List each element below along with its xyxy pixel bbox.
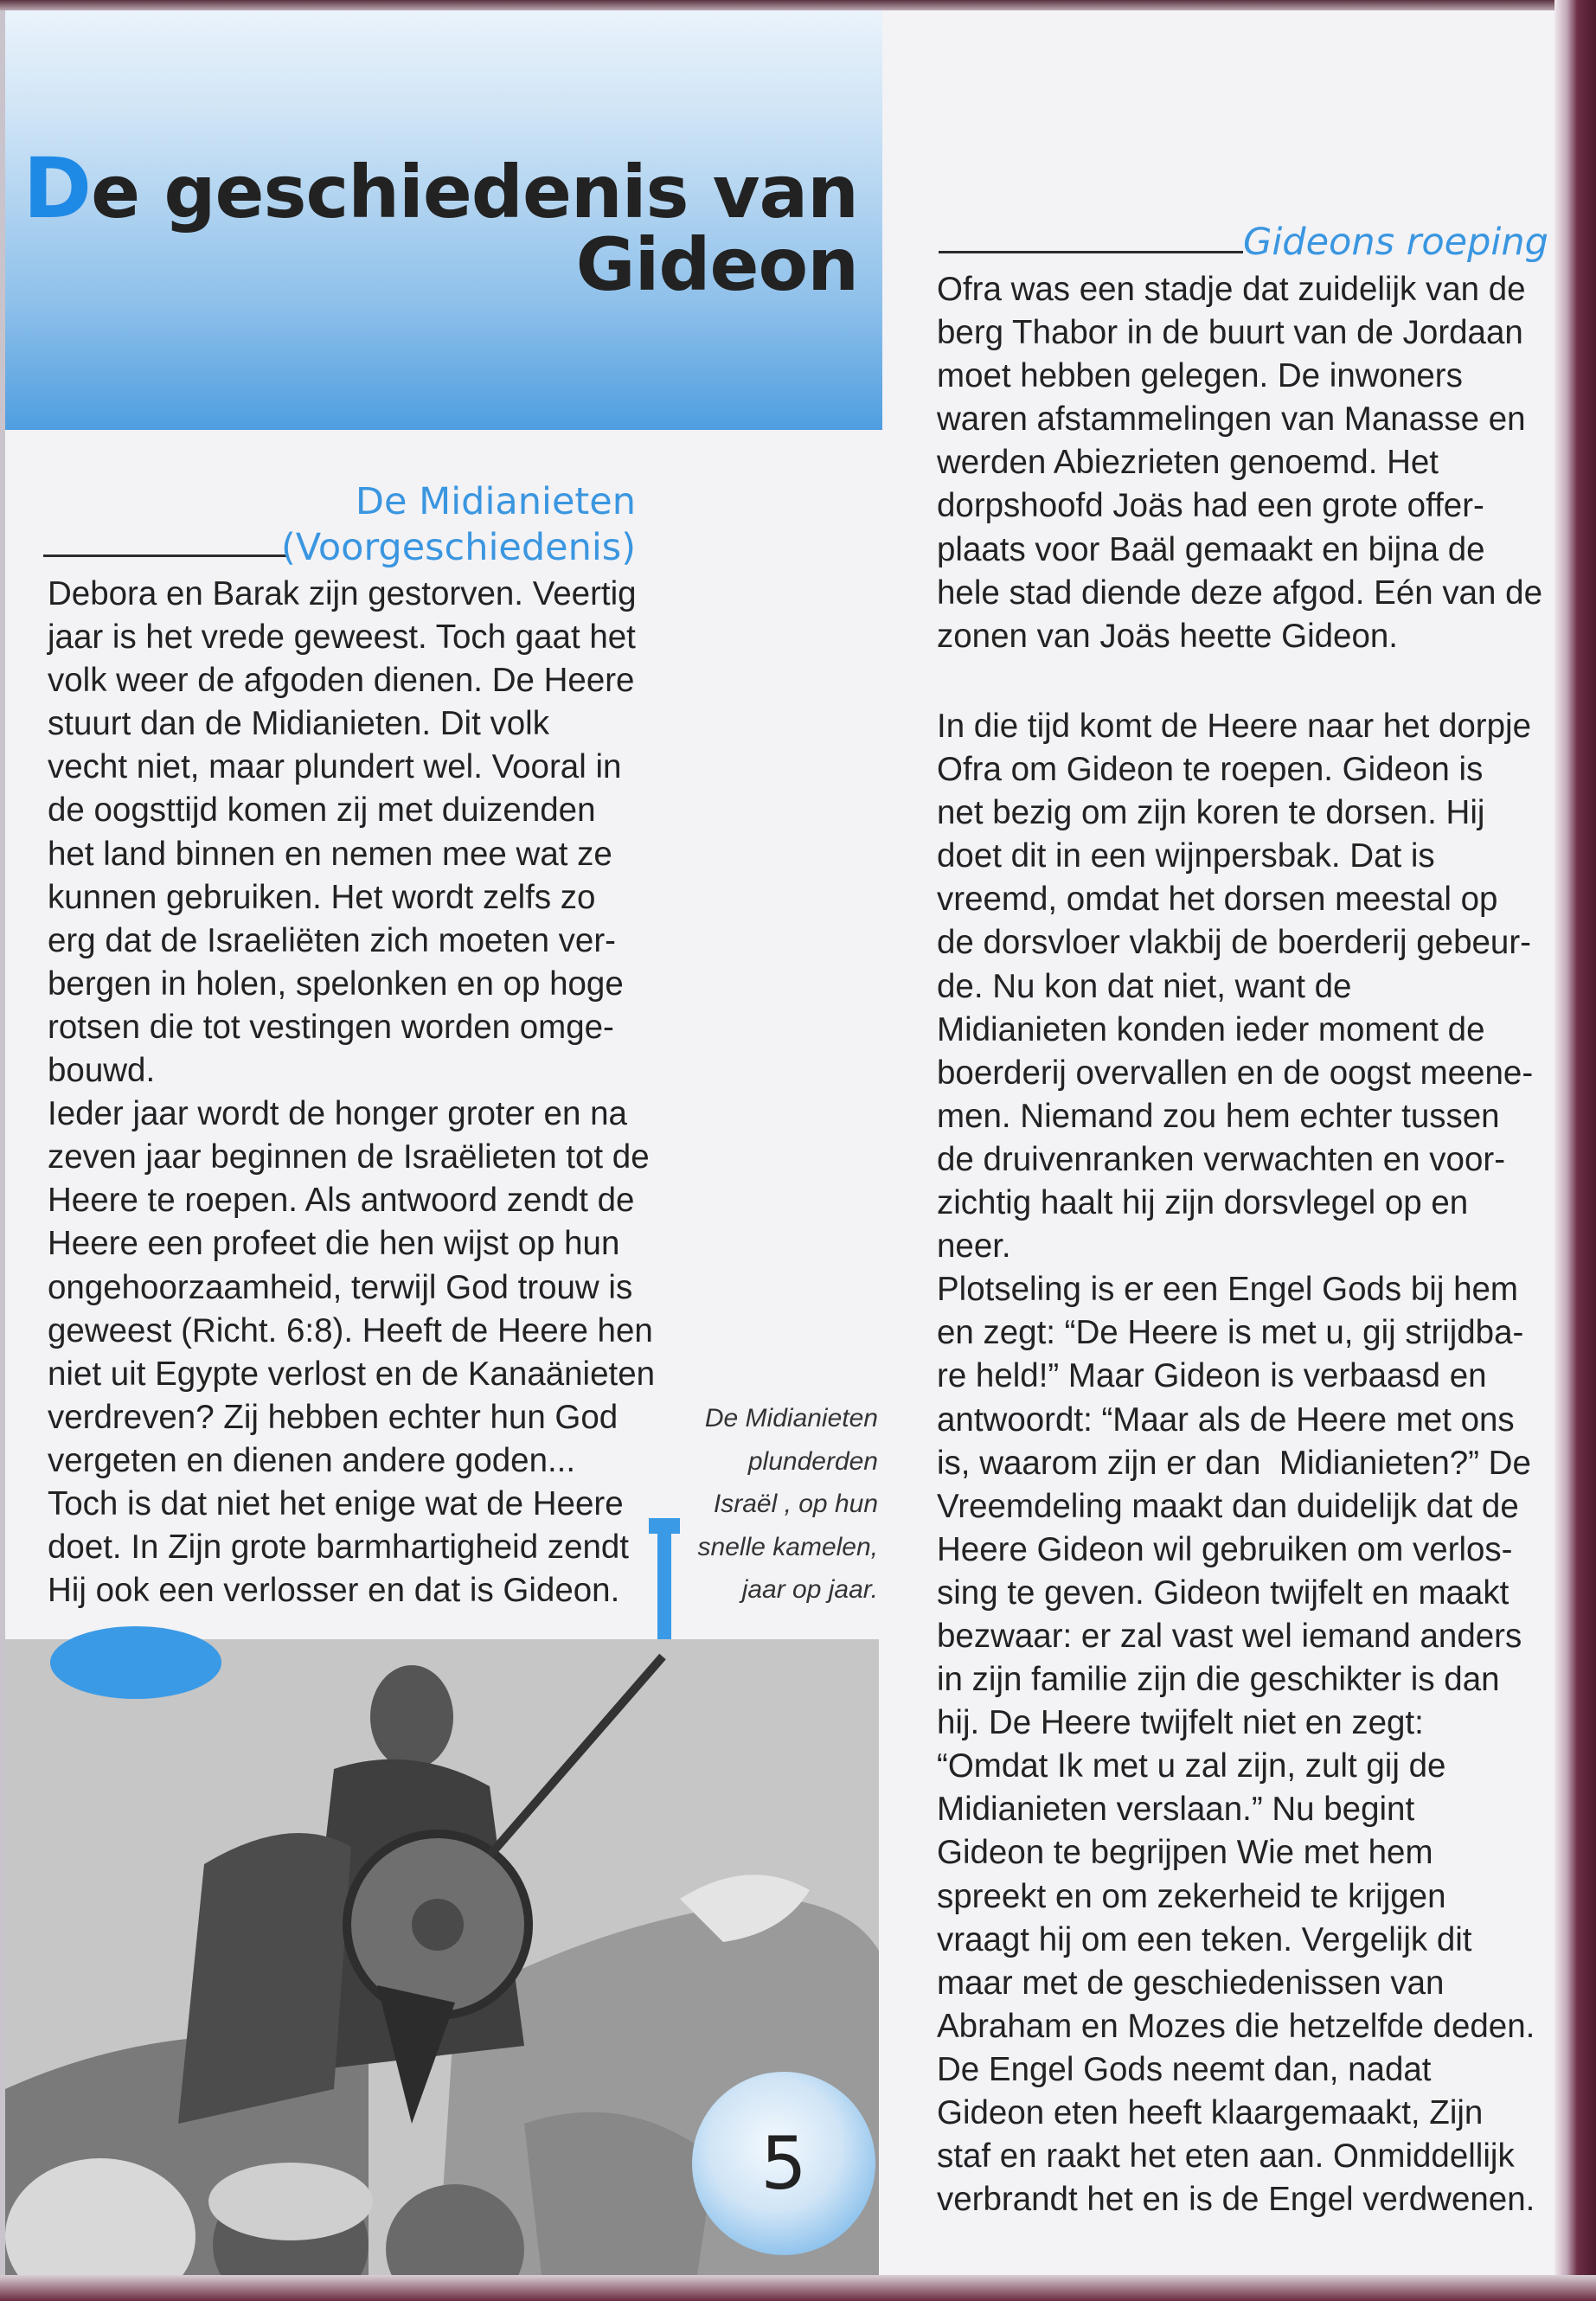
text-line: De Midianieten	[704, 1404, 878, 1433]
text-line: Plotseling is er een Engel Gods bij hem	[937, 1271, 1518, 1309]
title-dropcap: D	[22, 140, 92, 237]
section1-heading-line1: De Midianieten	[355, 480, 636, 523]
section2-paragraph1	[937, 268, 1542, 658]
text-line: de dorsvloer vlakbij de boerderij gebeur-	[937, 924, 1531, 962]
text-line: re held!” Maar Gideon is verbaasd en	[937, 1357, 1487, 1395]
text-line: “Omdat Ik met u zal zijn, zult gij de	[937, 1747, 1446, 1785]
image-caption	[666, 1397, 878, 1612]
text-line: vreemd, omdat het dorsen meestal op	[937, 881, 1498, 919]
text-line: Gideon te begrijpen Wie met hem	[937, 1834, 1433, 1872]
text-line: zonen van Joäs heette Gideon.	[937, 617, 1398, 655]
text-line: ongehoorzaamheid, terwijl God trouw is	[48, 1268, 633, 1306]
text-line: Ieder jaar wordt de honger groter en na	[48, 1095, 627, 1133]
text-line: rotsen die tot vestingen worden omge-	[48, 1008, 614, 1046]
section1-heading-line2: (Voorgeschiedenis)	[281, 526, 636, 569]
text-line: volk weer de afgoden dienen. De Heere	[48, 662, 635, 700]
text-line: verbrandt het en is de Engel verdwenen.	[937, 2181, 1535, 2219]
text-line: het land binnen en nemen mee wat ze	[48, 835, 612, 873]
text-line: sing te geven. Gideon twijfelt en maakt	[937, 1574, 1509, 1612]
text-line: neer.	[937, 1227, 1011, 1266]
title-line1-text: e geschiedenis van	[91, 150, 858, 234]
text-line: niet uit Egypte verlost en de Kanaänieten	[48, 1355, 656, 1393]
text-line: De Engel Gods neemt dan, nadat	[937, 2050, 1432, 2088]
text-line: en zegt: “De Heere is met u, gij strijdba-	[937, 1314, 1524, 1352]
page-number-badge	[692, 2072, 875, 2255]
text-line: Heere te roepen. Als antwoord zendt de	[48, 1182, 635, 1220]
text-line: Midianieten konden ieder moment de	[937, 1010, 1485, 1048]
text-line: Heere een profeet die hen wijst op hun	[48, 1225, 620, 1263]
text-line: net bezig om zijn koren te dorsen. Hij	[937, 794, 1485, 832]
text-line: stuurt dan de Midianieten. Dit volk	[48, 705, 549, 743]
text-line: Ofra om Gideon te roepen. Gideon is	[937, 751, 1484, 789]
page-right-edge	[1554, 0, 1596, 2301]
text-line: snelle kamelen,	[697, 1532, 878, 1561]
text-line: antwoordt: “Maar als de Heere met ons	[937, 1400, 1515, 1439]
text-line: in zijn familie zijn die geschikter is dan	[937, 1661, 1500, 1699]
text-line: jaar op jaar.	[741, 1575, 878, 1604]
text-line: plaats voor Baäl gemaakt en bijna de	[937, 530, 1485, 568]
text-line: Toch is dat niet het enige wat de Heere	[48, 1484, 624, 1522]
text-line: doet dit in een wijnpersbak. Dat is	[937, 837, 1435, 875]
text-line: staf en raakt het eten aan. Onmiddellijk	[937, 2138, 1515, 2176]
page-bottom-edge	[0, 2275, 1596, 2301]
text-line: Debora en Barak zijn gestorven. Veertig	[48, 575, 637, 612]
text-line: boerderij overvallen en de oogst meene-	[937, 1054, 1534, 1092]
text-line: waren afstammelingen van Manasse en	[937, 401, 1526, 439]
text-line: berg Thabor in de buurt van de Jordaan	[937, 314, 1523, 352]
text-line: jaar is het vrede geweest. Toch gaat het	[48, 619, 636, 657]
text-line: hij. De Heere twijfelt niet en zegt:	[937, 1704, 1424, 1742]
text-line: de. Nu kon dat niet, want de	[937, 967, 1352, 1005]
text-line: vergeten en dienen andere goden...	[48, 1441, 576, 1479]
text-line: werden Abiezrieten genoemd. Het	[937, 444, 1439, 482]
text-line: geweest (Richt. 6:8). Heeft de Heere hen	[48, 1311, 653, 1349]
section2-heading-rule	[939, 251, 1243, 253]
text-line: bezwaar: er zal vast wel iemand anders	[937, 1617, 1522, 1655]
text-line: Midianieten verslaan.” Nu begint	[937, 1791, 1415, 1829]
text-line: de oogsttijd komen zij met duizenden	[48, 792, 596, 830]
text-line: plunderden	[747, 1446, 878, 1476]
text-line: moet hebben gelegen. De inwoners	[937, 357, 1463, 395]
text-line: Ofra was een stadje dat zuidelijk van de	[937, 271, 1526, 308]
text-line: Vreemdeling maakt dan duidelijk dat de	[937, 1487, 1519, 1525]
text-line: Gideon eten heeft klaargemaakt, Zijn	[937, 2094, 1484, 2131]
text-line: doet. In Zijn grote barmhartigheid zendt	[48, 1529, 630, 1567]
text-line: zichtig haalt hij zijn dorsvlegel op en	[937, 1184, 1469, 1222]
text-line: is, waarom zijn er dan Midianieten?” De	[937, 1444, 1531, 1482]
section2-paragraph2	[937, 705, 1535, 2221]
text-line: hele stad diende deze afgod. Eén van de	[937, 574, 1542, 612]
text-line: men. Niemand zou hem echter tussen	[937, 1097, 1500, 1135]
text-line: zeven jaar beginnen de Israëlieten tot de	[48, 1138, 650, 1176]
text-line: Israël , op hun	[713, 1490, 878, 1518]
text-line: bouwd.	[48, 1052, 156, 1090]
page-title-line2: Gideon	[575, 222, 858, 307]
text-line: verdreven? Zij hebben echter hun God	[48, 1398, 619, 1436]
text-line: maar met de geschiedenissen van	[937, 1964, 1445, 2002]
section2-heading: Gideons roeping	[1243, 221, 1548, 264]
text-line: kunnen gebruiken. Het wordt zelfs zo	[48, 878, 596, 916]
text-line: vecht niet, maar plundert wel. Vooral in	[48, 748, 622, 786]
decorative-blue-oval	[50, 1626, 221, 1699]
section1-body	[48, 573, 655, 1612]
text-line: bergen in holen, spelonken en op hoge	[48, 965, 624, 1003]
text-line: Hij ook een verlosser en dat is Gideon.	[48, 1572, 620, 1610]
text-line: spreekt en om zekerheid te krijgen	[937, 1877, 1446, 1915]
text-line: dorpshoofd Joäs had een grote offer-	[937, 487, 1484, 525]
text-line: In die tijd komt de Heere naar het dorpje	[937, 708, 1531, 745]
page-top-edge	[0, 0, 1596, 10]
text-line: de druivenranken verwachten en voor-	[937, 1140, 1506, 1178]
text-line: Abraham en Mozes die hetzelfde deden.	[937, 2007, 1535, 2045]
text-line: erg dat de Israeliëten zich moeten ver-	[48, 921, 616, 959]
text-line: vraagt hij om een teken. Vergelijk dit	[937, 1920, 1472, 1958]
text-line: Heere Gideon wil gebruiken om verlos-	[937, 1530, 1513, 1568]
page-number: 5	[760, 2121, 807, 2206]
title-banner	[5, 10, 882, 430]
